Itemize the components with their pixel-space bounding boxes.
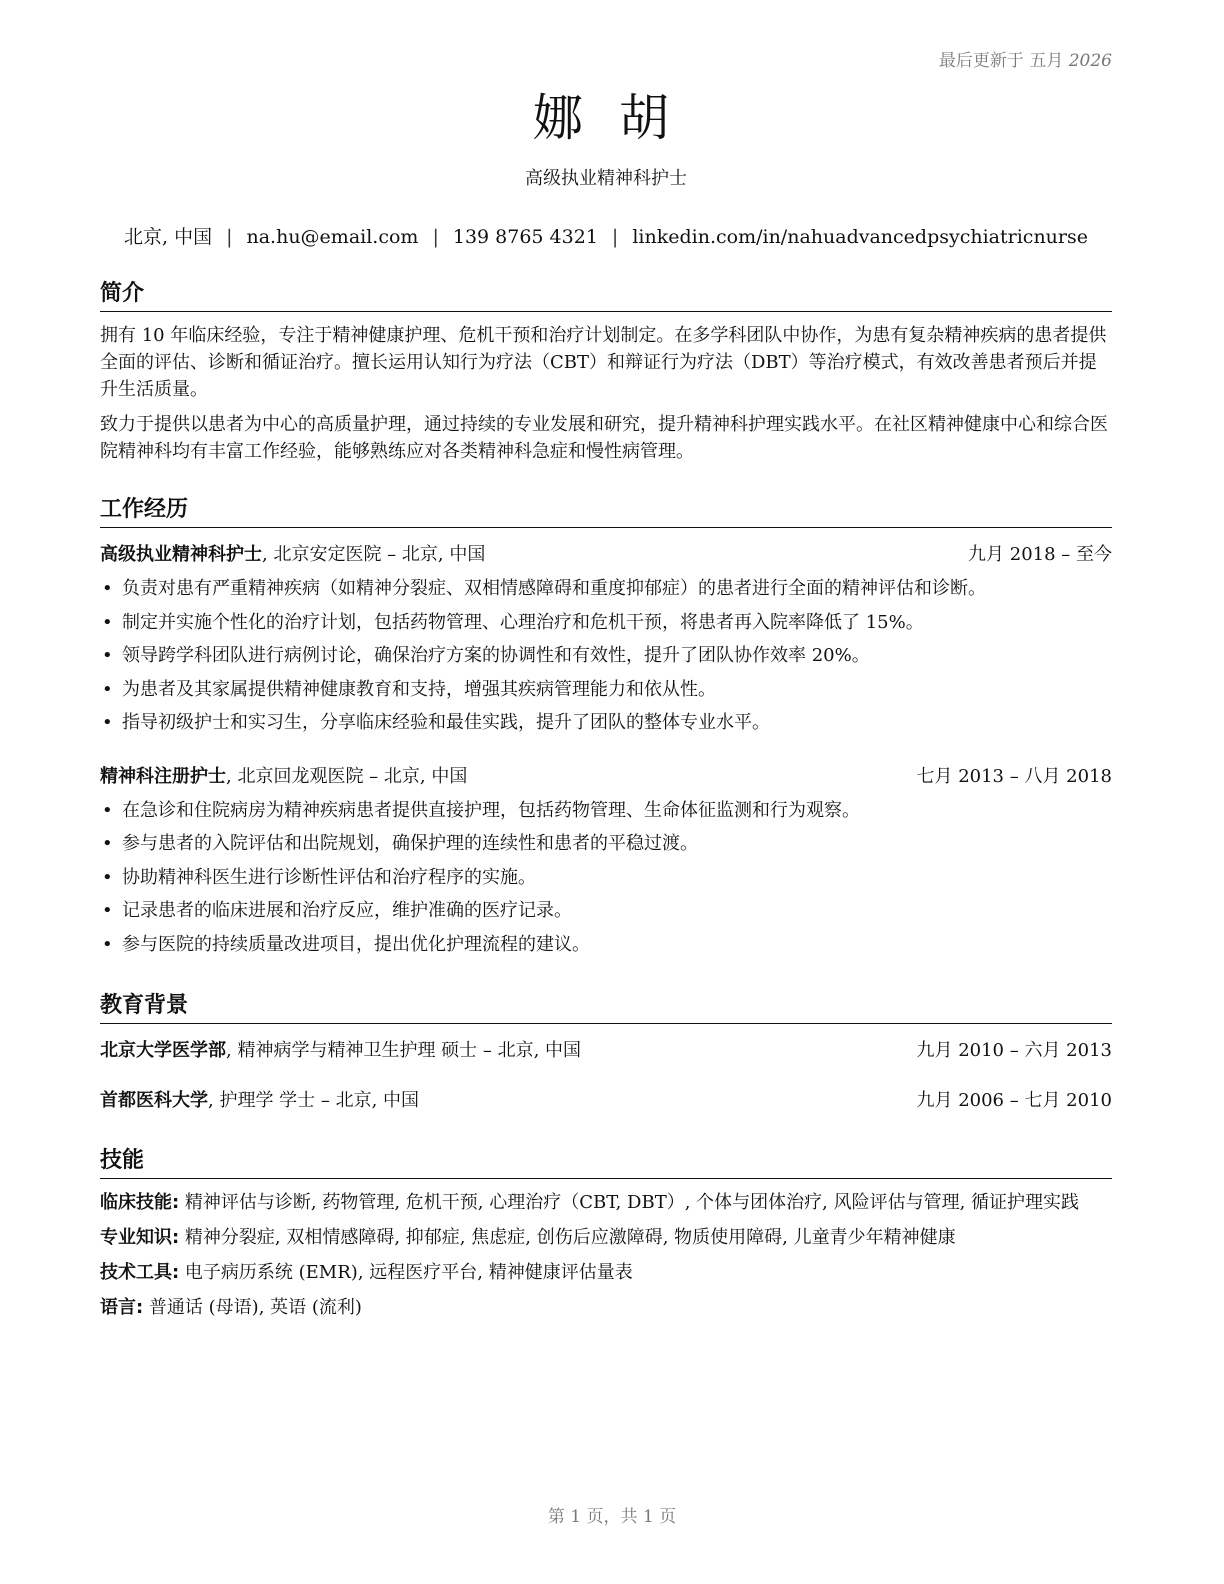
job-role: 精神科注册护士 (100, 765, 226, 787)
skill-row (100, 1259, 1112, 1286)
job-bullet: • 制定并实施个性化的治疗计划，包括药物管理、心理治疗和危机干预，将患者再入院率降低了 15%。 (100, 606, 1112, 640)
job-header (100, 762, 1112, 792)
job-entry (100, 762, 1112, 962)
contact-line (100, 222, 1112, 249)
contact-separator: | (226, 226, 233, 248)
education-entry (100, 1036, 1112, 1066)
education-detail: , 护理学 学士 – 北京, 中国 (208, 1090, 420, 1111)
job-bullet: • 参与医院的持续质量改进项目，提出优化护理流程的建议。 (100, 928, 1112, 962)
skill-value: 电子病历系统 (EMR), 远程医疗平台, 精神健康评估量表 (179, 1262, 633, 1283)
contact-location: 北京, 中国 (123, 226, 213, 248)
last-updated (939, 46, 1112, 71)
contact-linkedin[interactable]: linkedin.com/in/nahuadvancedpsychiatricnurse (632, 226, 1088, 248)
skill-label: 语言: (100, 1297, 144, 1318)
job-role: 高级执业精神科护士 (100, 544, 262, 565)
contact-email[interactable]: na.hu@email.com (246, 226, 419, 248)
section-title-education: 教育背景 (100, 991, 1112, 1024)
skill-value: 普通话 (母语), 英语 (流利) (143, 1297, 362, 1318)
job-bullet: • 负责对患有严重精神疾病（如精神分裂症、双相情感障碍和重度抑郁症）的患者进行全面的精神评估和诊断。 (100, 572, 1112, 606)
job-bullets (100, 572, 1112, 740)
skill-value: 精神评估与诊断, 药物管理, 危机干预, 心理治疗（CBT, DBT）, 个体与团体治疗, 风险评估与管理, 循证护理实践 (179, 1192, 1080, 1213)
skill-label: 技术工具: (100, 1262, 180, 1283)
contact-phone[interactable]: 139 8765 4321 (452, 226, 598, 248)
section-title-summary: 简介 (100, 279, 1112, 312)
education-dates: 九月 2010 – 六月 2013 (916, 1040, 1112, 1061)
skill-row (100, 1224, 1112, 1251)
job-bullet: • 协助精神科医生进行诊断性评估和治疗程序的实施。 (100, 861, 1112, 895)
summary-paragraph: 致力于提供以患者为中心的高质量护理，通过持续的专业发展和研究，提升精神科护理实践水平。在社区精神健康中心和综合医院精神科均有丰富工作经验，能够熟练应对各类精神科急症和慢性病管理。 (100, 414, 1108, 462)
job-dates: 九月 2018 – 至今 (968, 544, 1112, 565)
education-entry (100, 1086, 1112, 1116)
summary-paragraph: 拥有 10 年临床经验，专注于精神健康护理、危机干预和治疗计划制定。在多学科团队中协作，为患有复杂精神疾病的患者提供全面的评估、诊断和循证治疗。擅长运用认知行为疗法（CBT）和辩证行为疗法（DBT）等治疗模式，有效改善患者预后并提升生活质量。 (100, 325, 1107, 400)
education-school: 首都医科大学 (100, 1090, 208, 1111)
page-footer: 第 1 页，共 1 页 (547, 1507, 677, 1527)
job-bullet: • 在急诊和住院病房为精神疾病患者提供直接护理，包括药物管理、生命体征监测和行为观察。 (100, 794, 1112, 828)
candidate-headline: 高级执业精神科护士 (525, 168, 687, 189)
contact-separator: | (611, 226, 619, 248)
skill-value: 精神分裂症, 双相情感障碍, 抑郁症, 焦虑症, 创伤后应激障碍, 物质使用障碍, 儿童青少年精神健康 (179, 1227, 956, 1248)
candidate-name: 娜 胡 (533, 89, 679, 147)
section-title-experience: 工作经历 (100, 495, 1112, 528)
job-header (100, 540, 1112, 570)
job-org: , 北京回龙观医院 – 北京, 中国 (226, 765, 468, 787)
job-bullet: • 领导跨学科团队进行病例讨论，确保治疗方案的协调性和有效性，提升了团队协作效率 20%。 (100, 639, 1112, 673)
job-entry (100, 540, 1112, 740)
section-title-skills: 技能 (100, 1146, 1112, 1179)
job-bullet: • 参与患者的入院评估和出院规划，确保护理的连续性和患者的平稳过渡。 (100, 827, 1112, 861)
job-dates: 七月 2013 – 八月 2018 (916, 765, 1112, 787)
job-bullets (100, 794, 1112, 962)
last-updated-year: 2026 (1068, 51, 1112, 71)
skill-row (100, 1189, 1112, 1216)
skill-label: 专业知识: (100, 1227, 180, 1248)
resume-page (100, 40, 1112, 1321)
job-bullet: • 为患者及其家属提供精神健康教育和支持，增强其疾病管理能力和依从性。 (100, 673, 1112, 707)
contact-separator: | (432, 226, 439, 248)
job-bullet: • 指导初级护士和实习生，分享临床经验和最佳实践，提升了团队的整体专业水平。 (100, 706, 1112, 740)
last-updated-month: 五月 (1029, 51, 1064, 71)
last-updated-prefix: 最后更新于 (938, 51, 1024, 71)
job-bullet: • 记录患者的临床进展和治疗反应，维护准确的医疗记录。 (100, 894, 1112, 928)
education-school: 北京大学医学部 (100, 1040, 226, 1061)
job-org: , 北京安定医院 – 北京, 中国 (262, 544, 486, 565)
skill-label: 临床技能: (100, 1192, 180, 1213)
education-dates: 九月 2006 – 七月 2010 (916, 1090, 1112, 1111)
education-detail: , 精神病学与精神卫生护理 硕士 – 北京, 中国 (226, 1040, 582, 1061)
skill-row (100, 1294, 1112, 1321)
